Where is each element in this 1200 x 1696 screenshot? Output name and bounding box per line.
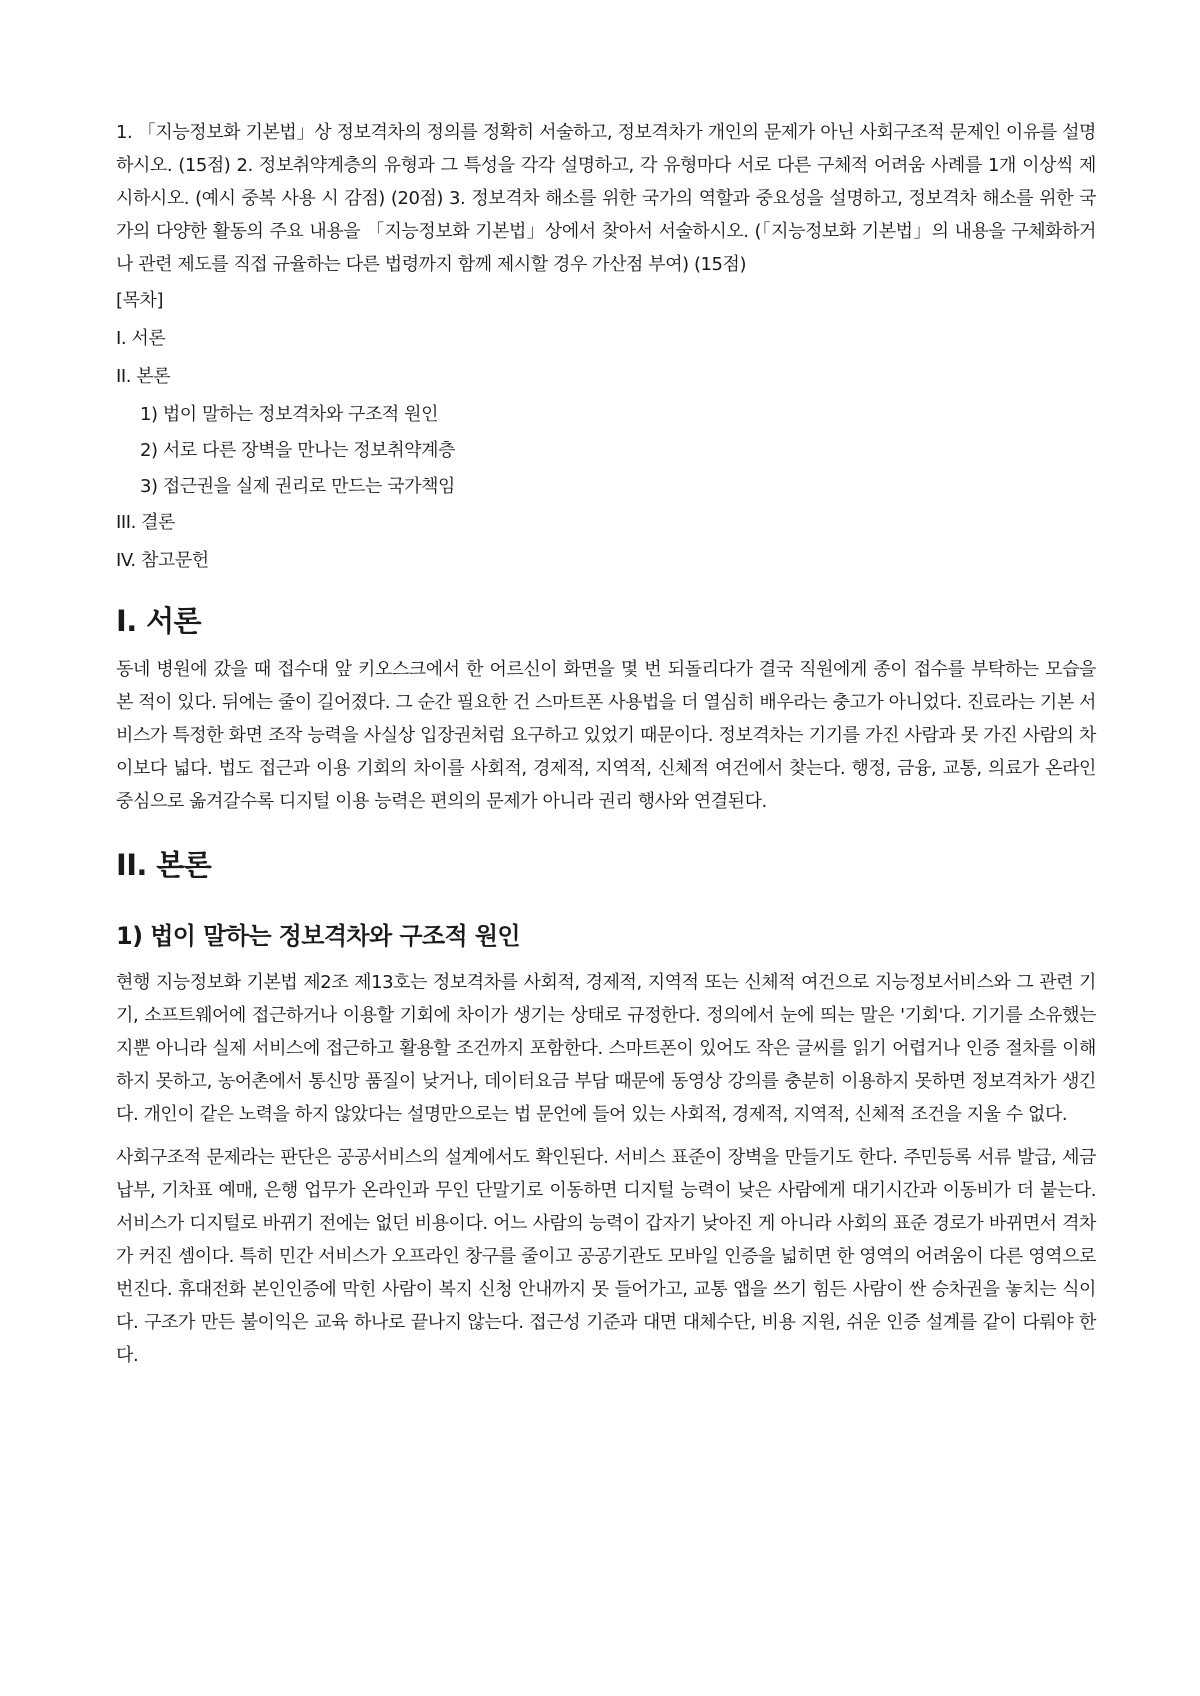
toc-subitem: 1) 법이 말하는 정보격차와 구조적 원인	[140, 404, 439, 425]
section-heading-body: II. 본론	[116, 848, 212, 882]
subsection-heading-1: 1) 법이 말하는 정보격차와 구조적 원인	[116, 922, 521, 950]
body-paragraph: 현행 지능정보화 기본법 제2조 제13호는 정보격차를 사회적, 경제적, 지역적 또는 신체적 여건으로 지능정보서비스와 그 관련 기기, 소프트웨어에 접근하거나 이용할 기회에 차이가 생기는 상태로 규정한다. 정의에서 눈에 띄는 말은 '기회'다. 기기를 소유했는지뿐 아니라 실제 서비스에 접근하고 활용할 조건까지 포함한다. 스마트폰이 있어도 작은 글씨를 읽기 어렵거나 인증 절차를 이해하지 못하고, 농어촌에서 통신망 품질이 낮거나, 데이터요금 부담 때문에 동영상 강의를 충분히 이용하지 못하면 정보격차가 생긴다. 개인이 같은 노력을 하지 않았다는 설명만으로는 법 문언에 들어 있는 사회적, 경제적, 지역적, 신체적 조건을 지울 수 없다.	[116, 972, 1096, 1125]
body-paragraph: 사회구조적 문제라는 판단은 공공서비스의 설계에서도 확인된다. 서비스 표준이 장벽을 만들기도 한다. 주민등록 서류 발급, 세금 납부, 기차표 예매, 은행 업무가 온라인과 무인 단말기로 이동하면 디지털 능력이 낮은 사람에게 대기시간과 이동비가 더 붙는다. 서비스가 디지털로 바뀌기 전에는 없던 비용이다. 어느 사람의 능력이 갑자기 낮아진 게 아니라 사회의 표준 경로가 바뀌면서 격차가 커진 셈이다. 특히 민간 서비스가 오프라인 창구를 줄이고 공공기관도 모바일 인증을 넓히면 한 영역의 어려움이 다른 영역으로 번진다. 휴대전화 본인인증에 막힌 사람이 복지 신청 안내까지 못 들어가고, 교통 앱을 쓰기 힘든 사람이 싼 승차권을 놓치는 식이다. 구조가 만든 불이익은 교육 하나로 끝나지 않는다. 접근성 기준과 대면 대체수단, 비용 지원, 쉬운 인증 설계를 같이 다뤄야 한다.	[116, 1147, 1096, 1366]
toc-item: III. 결론	[116, 512, 175, 533]
table-of-contents	[116, 287, 1096, 574]
section-heading-intro: I. 서론	[116, 604, 201, 638]
toc-heading: [목차]	[116, 290, 164, 311]
toc-item: IV. 참고문헌	[116, 550, 209, 571]
toc-item: II. 본론	[116, 366, 171, 387]
toc-subitem: 2) 서로 다른 장벽을 만나는 정보취약계층	[140, 440, 455, 461]
intro-paragraph: 동네 병원에 갔을 때 접수대 앞 키오스크에서 한 어르신이 화면을 몇 번 되돌리다가 결국 직원에게 종이 접수를 부탁하는 모습을 본 적이 있다. 뒤에는 줄이 길어졌다. 그 순간 필요한 건 스마트폰 사용법을 더 열심히 배우라는 충고가 아니었다. 진료라는 기본 서비스가 특정한 화면 조작 능력을 사실상 입장권처럼 요구하고 있었기 때문이다. 정보격차는 기기를 가진 사람과 못 가진 사람의 차이보다 넓다. 법도 접근과 이용 기회의 차이를 사회적, 경제적, 지역적, 신체적 여건에서 찾는다. 행정, 금융, 교통, 의료가 온라인 중심으로 옮겨갈수록 디지털 이용 능력은 편의의 문제가 아니라 권리 행사와 연결된다.	[116, 659, 1096, 812]
toc-subitem: 3) 접근권을 실제 권리로 만드는 국가책임	[140, 476, 455, 497]
question-prompt: 1. 「지능정보화 기본법」상 정보격차의 정의를 정확히 서술하고, 정보격차가 개인의 문제가 아닌 사회구조적 문제인 이유를 설명하시오. (15점) 2. 정보취약계층의 유형과 그 특성을 각각 설명하고, 각 유형마다 서로 다른 구체적 어려움 사례를 1개 이상씩 제시하시오. (예시 중복 사용 시 감점) (20점) 3. 정보격차 해소를 위한 국가의 역할과 중요성을 설명하고, 정보격차 해소를 위한 국가의 다양한 활동의 주요 내용을 「지능정보화 기본법」상에서 찾아서 서술하시오. (「지능정보화 기본법」의 내용을 구체화하거나 관련 제도를 직접 규율하는 다른 법령까지 함께 제시할 경우 가산점 부여) (15점)	[116, 122, 1096, 275]
toc-item: I. 서론	[116, 328, 166, 349]
